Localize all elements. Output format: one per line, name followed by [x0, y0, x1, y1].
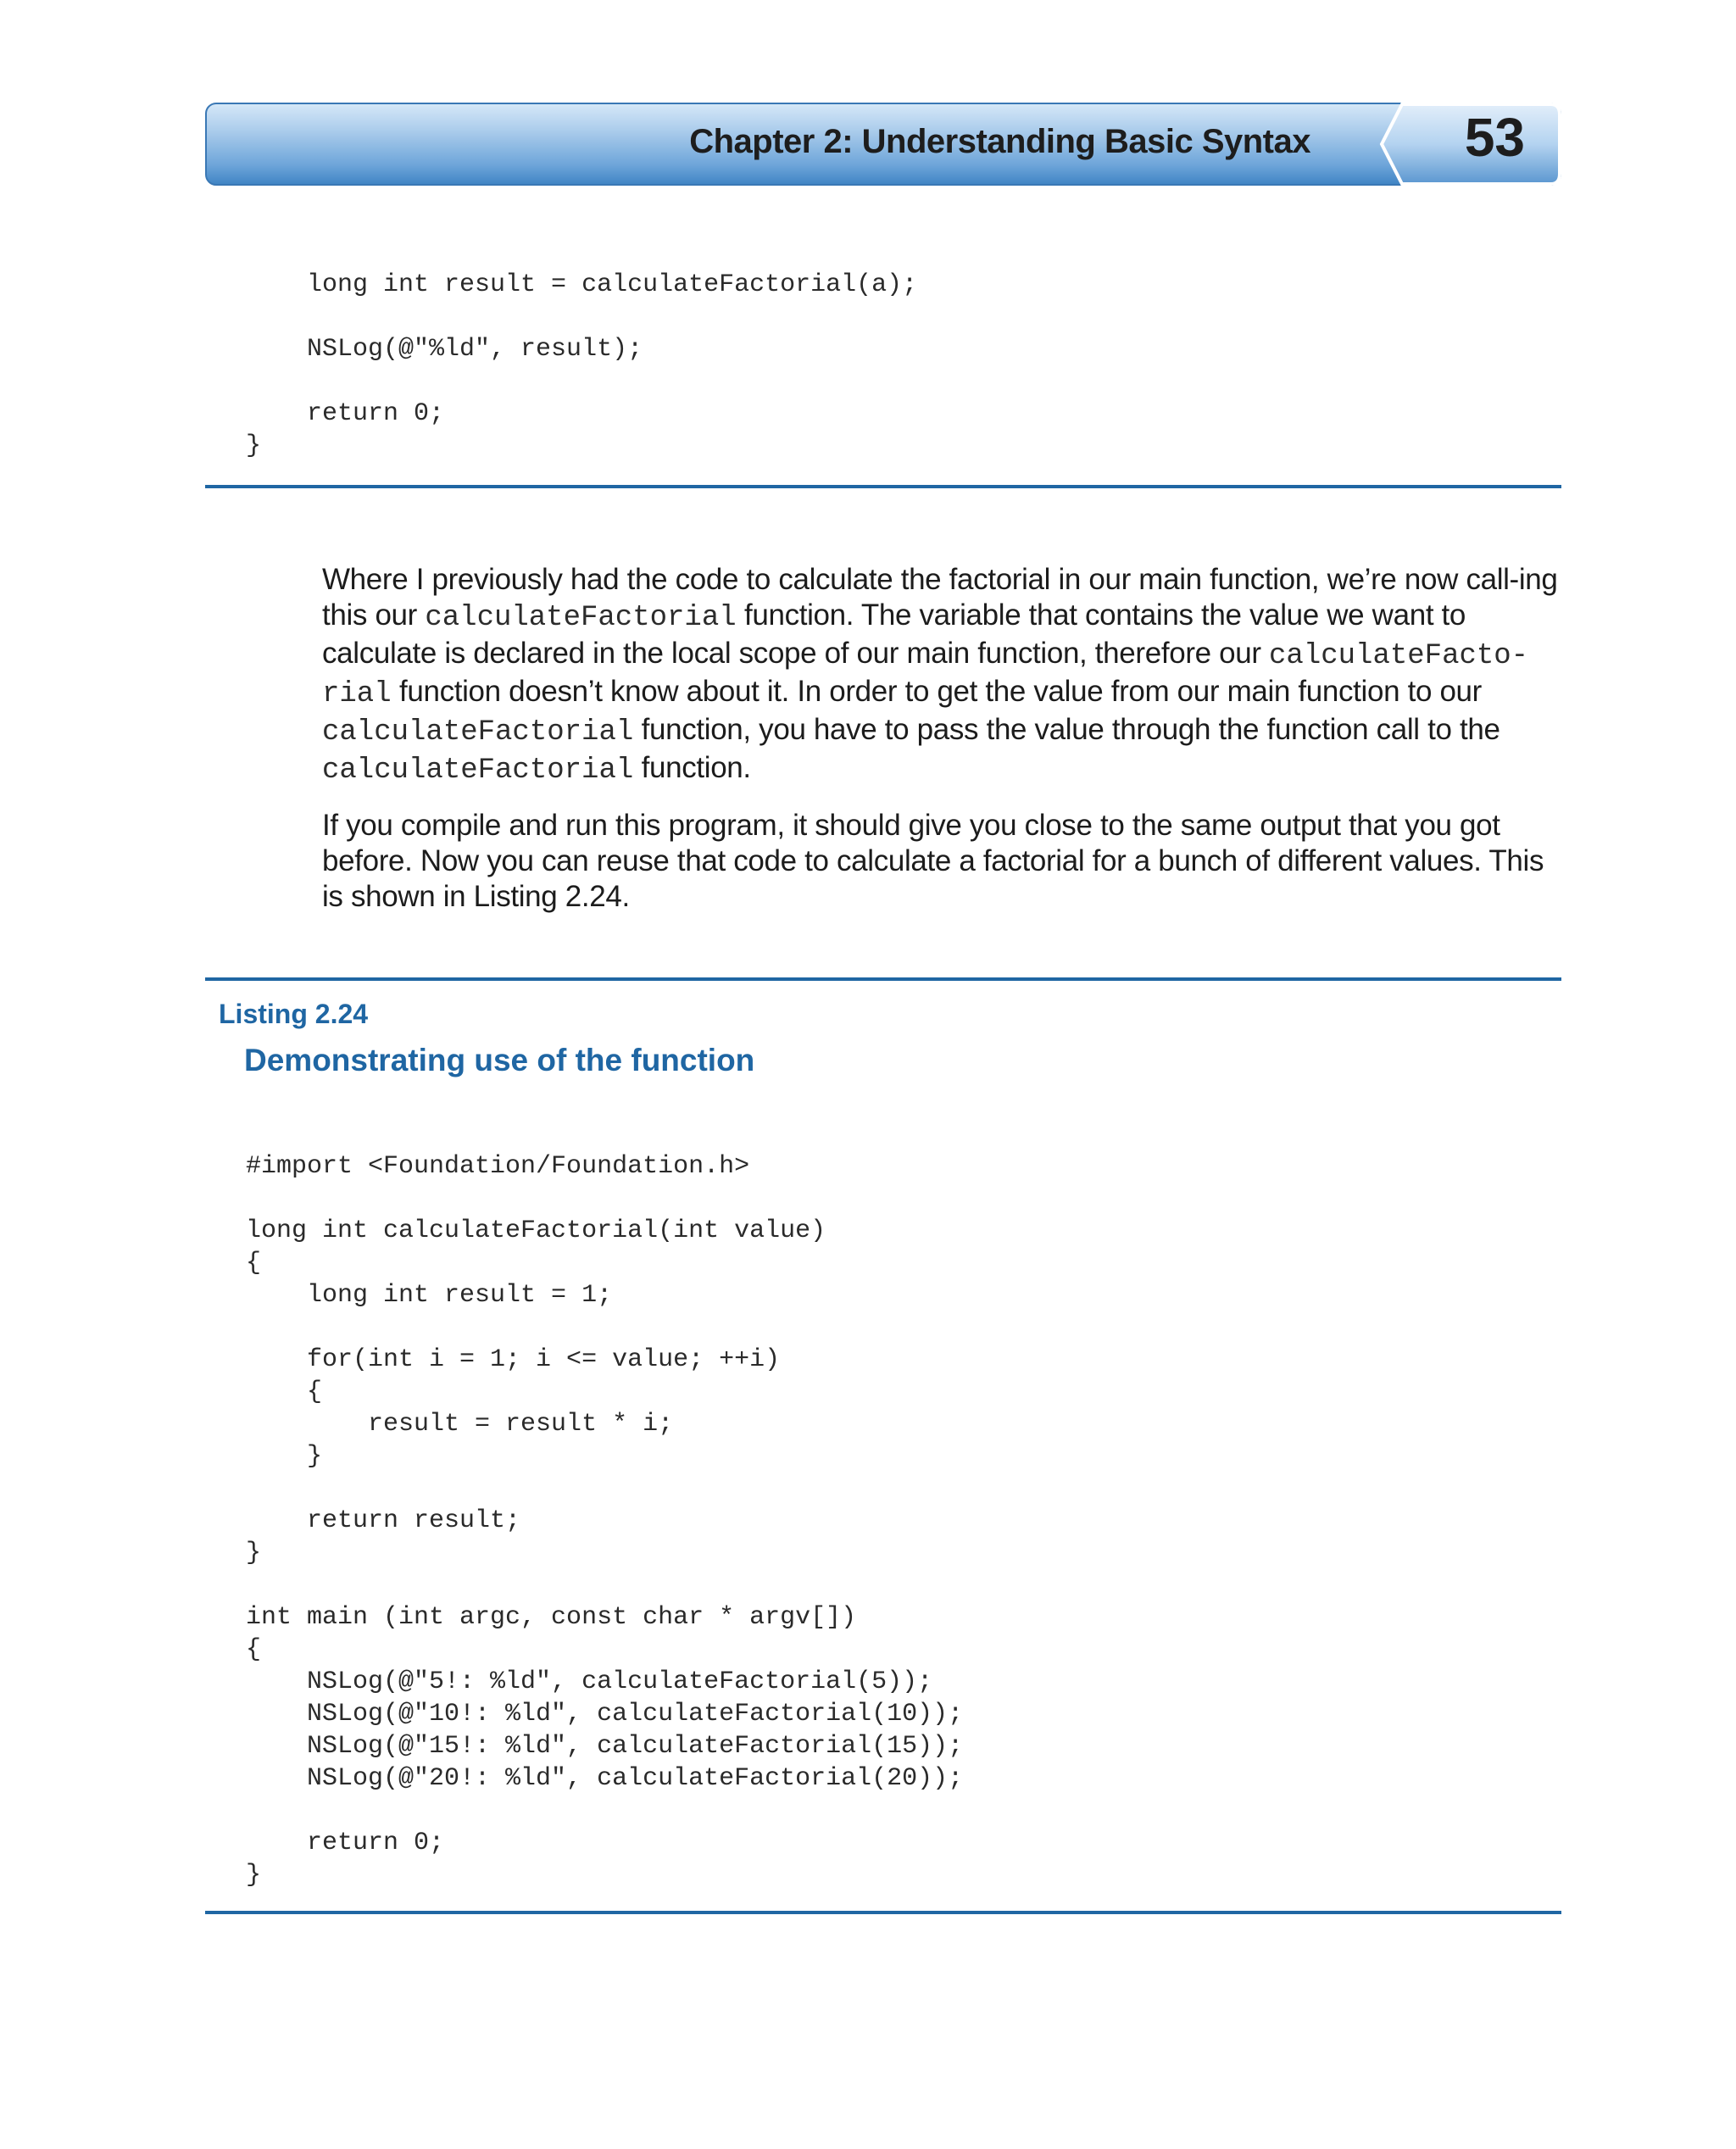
code-line: return 0;	[246, 399, 445, 428]
text-run: function.	[633, 751, 751, 784]
code-line	[246, 1795, 963, 1827]
code-block-listing	[246, 1150, 963, 1891]
code-line: for(int i = 1; i <= value; ++i)	[246, 1345, 781, 1374]
listing-title: Demonstrating use of the function	[244, 1043, 755, 1077]
code-line: #import <Foundation/Foundation.h>	[246, 1152, 750, 1181]
listing-end-rule	[205, 485, 1561, 488]
chapter-title: Chapter 2: Understanding Basic Syntax	[689, 123, 1310, 160]
listing-start-rule	[205, 977, 1561, 981]
listing-label: Listing 2.24	[219, 999, 369, 1029]
code-line: NSLog(@"%ld", result);	[246, 335, 643, 364]
code-line: NSLog(@"5!: %ld", calculateFactorial(5));	[246, 1667, 933, 1696]
code-line: {	[246, 1378, 323, 1406]
page-number: 53	[1464, 107, 1525, 168]
code-line: long int result = 1;	[246, 1281, 613, 1310]
code-line: long int result = calculateFactorial(a);	[246, 270, 918, 299]
code-line: return 0;	[246, 1829, 445, 1857]
code-line	[246, 1311, 963, 1344]
code-line: return result;	[246, 1506, 521, 1535]
code-line	[246, 365, 917, 398]
text-run: Where I previously had the code to calculate the factorial in our main function, we’re now call-ing this our	[322, 563, 1558, 632]
code-line: NSLog(@"15!: %ld", calculateFactorial(15));	[246, 1732, 964, 1761]
code-line: }	[246, 1539, 262, 1567]
code-block-top	[246, 269, 917, 462]
inline-code: calculateFactorial	[322, 754, 634, 787]
code-line	[246, 301, 917, 333]
code-line: }	[246, 1442, 323, 1471]
code-line: NSLog(@"10!: %ld", calculateFactorial(10));	[246, 1700, 964, 1729]
text-run: function doesn’t know about it. In order to get the value from our main function to our	[391, 675, 1482, 708]
running-header	[205, 103, 1561, 186]
code-line: int main (int argc, const char * argv[])	[246, 1603, 857, 1632]
text-run: function, you have to pass the value through the function call to the	[633, 713, 1500, 746]
body-paragraph	[322, 562, 1568, 788]
inline-code: calculateFacto-rial	[322, 640, 1529, 710]
body-paragraph	[322, 808, 1568, 915]
code-line: long int calculateFactorial(int value)	[246, 1216, 826, 1245]
code-line	[246, 1569, 963, 1601]
text-run: function. The variable that contains the value we want to calculate is declared in the local scope of our main function, therefore our	[322, 598, 1466, 670]
code-line	[246, 1183, 963, 1215]
code-line: NSLog(@"20!: %ld", calculateFactorial(20));	[246, 1764, 964, 1793]
code-line: result = result * i;	[246, 1410, 674, 1439]
code-line: {	[246, 1635, 262, 1664]
text-run: If you compile and run this program, it should give you close to the same output that you got before. Now you can reuse that code to calculate a factorial for a bunch of different values. This is shown in Listing 2.24.	[322, 809, 1544, 913]
inline-code: calculateFactorial	[425, 602, 737, 634]
code-line: }	[246, 1861, 262, 1890]
inline-code: calculateFactorial	[322, 716, 634, 749]
code-line: }	[246, 431, 262, 460]
code-line: {	[246, 1249, 262, 1278]
listing-end-rule	[205, 1911, 1561, 1914]
code-line	[246, 1473, 963, 1505]
